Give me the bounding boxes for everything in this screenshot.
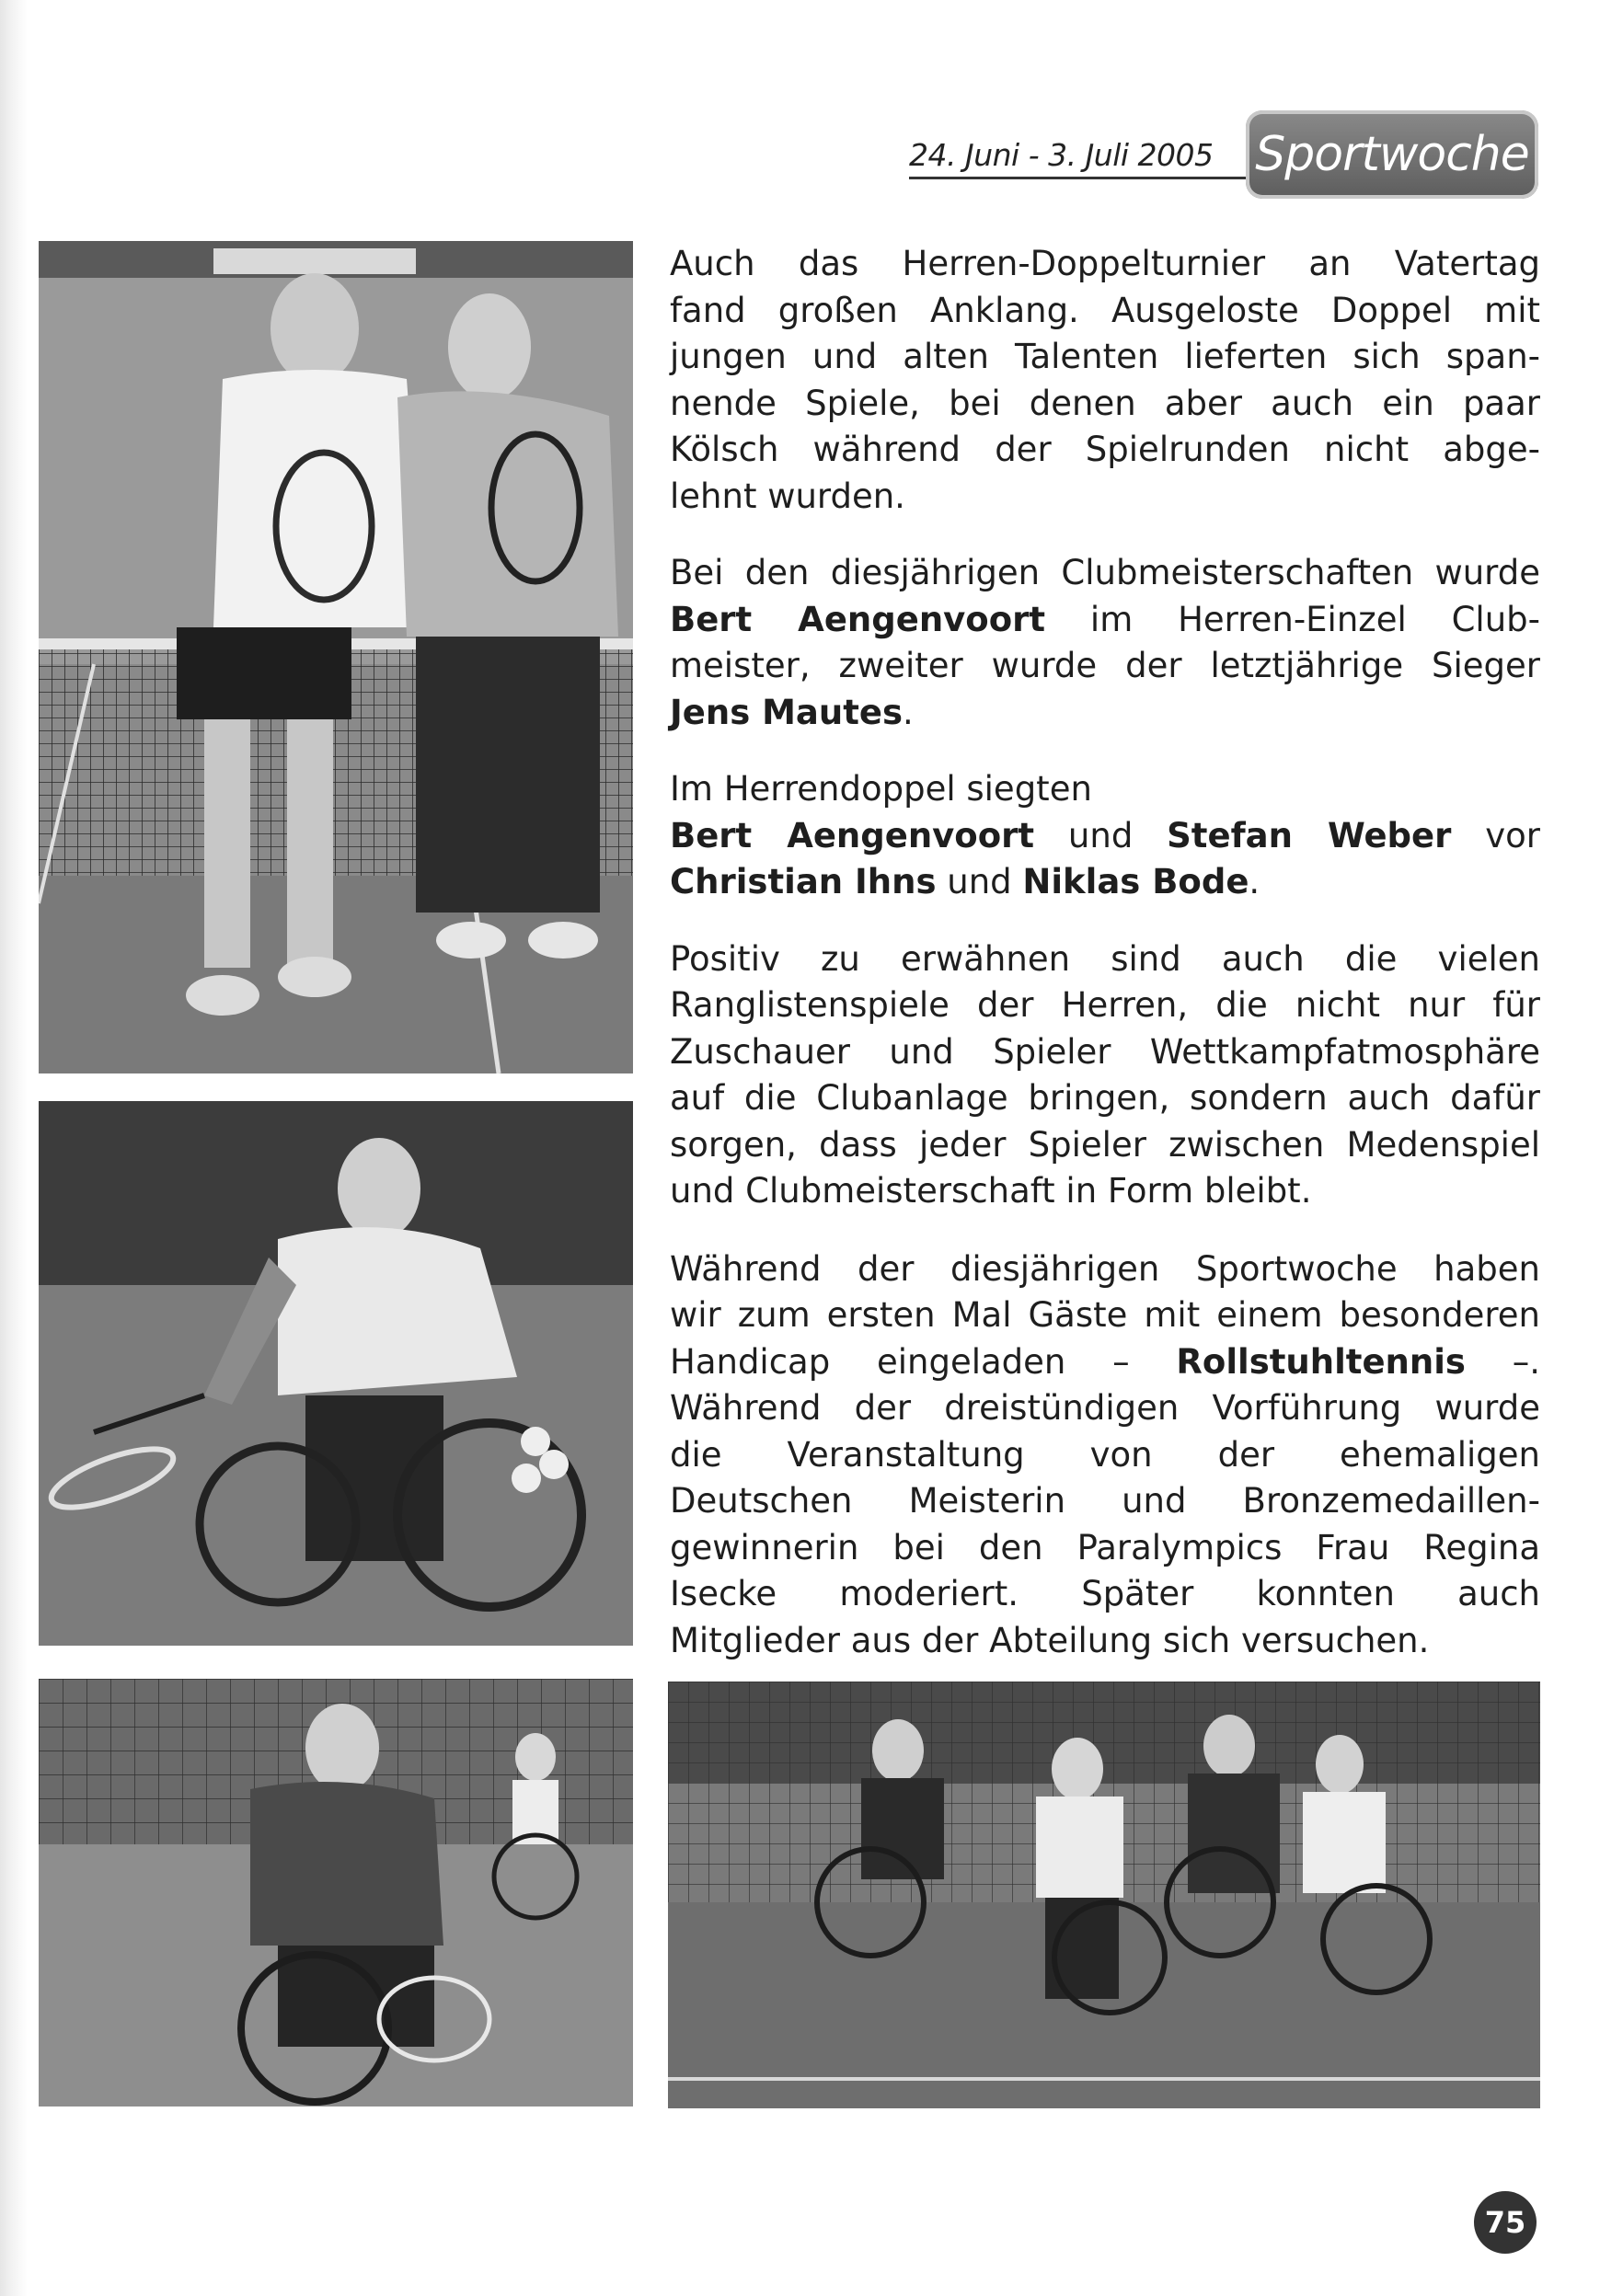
photo-wheelchair-group — [668, 1682, 1540, 2108]
paragraph-ranglistenspiele — [670, 936, 1540, 1215]
text-line: Ranglistenspiele der Herren, die nicht nur für — [670, 985, 1540, 1025]
photo-wheelchair-player-man — [39, 1679, 633, 2107]
page-edge-shadow — [0, 0, 28, 2296]
text-line: sorgen, dass jeder Spieler zwischen Medenspiel — [670, 1124, 1540, 1165]
text-line: Positiv zu erwähnen sind auch die vielen — [670, 938, 1540, 979]
text-line: gewinnerin bei den Paralympics Frau Regina — [670, 1527, 1540, 1567]
name-stefan-weber: Stefan Weber — [1167, 815, 1452, 855]
text-line: Im Herrendoppel siegten — [670, 769, 1092, 809]
page-number: 75 — [1474, 2191, 1537, 2254]
text-line: Kölsch während der Spielrunden nicht abge- — [670, 430, 1540, 469]
text-line: Bert Aengenvoort und Stefan Weber vor — [670, 815, 1540, 855]
text-line: und Clubmeisterschaft in Form bleibt. — [670, 1171, 1312, 1211]
header-date: 24. Juni - 3. Juli 2005 — [909, 134, 1251, 179]
section-badge: Sportwoche — [1246, 110, 1538, 199]
text-line: fand großen Anklang. Ausgeloste Doppel mit — [670, 290, 1540, 330]
text-line: Deutschen Meisterin und Bronzemedaillen- — [670, 1481, 1540, 1521]
text-line: nende Spiele, bei denen aber auch ein paar — [670, 383, 1540, 423]
text-line: wir zum ersten Mal Gäste mit einem besonderen — [670, 1295, 1540, 1335]
text-line: Christian Ihns und Niklas Bode. — [670, 862, 1260, 901]
paragraph-clubmeisterschaften — [670, 550, 1540, 736]
text-line: Isecke moderiert. Später konnten auch — [670, 1574, 1540, 1613]
photo-two-players-at-net — [39, 241, 633, 1073]
name-jens-mautes: Jens Mautes — [670, 692, 904, 732]
photo-wheelchair-player-woman — [39, 1101, 633, 1646]
name-bert-aengenvoort: Bert Aengenvoort — [670, 815, 1035, 855]
text-line: Während der dreistündigen Vorführung wurde — [670, 1388, 1540, 1428]
text-line: lehnt wurden. — [670, 476, 905, 516]
text-line: Bei den diesjährigen Clubmeisterschaften wurde — [670, 553, 1540, 592]
text-line: auf die Clubanlage bringen, sondern auch dafür — [670, 1078, 1540, 1118]
text-line: Während der diesjährigen Sportwoche haben — [670, 1248, 1540, 1289]
text-line: jungen und alten Talenten lieferten sich span- — [670, 337, 1540, 376]
text-line: Zuschauer und Spieler Wettkampfatmosphäre — [670, 1031, 1540, 1072]
text-line: die Veranstaltung von der ehemaligen — [670, 1434, 1540, 1475]
text-line: Handicap eingeladen – Rollstuhltennis –. — [670, 1341, 1540, 1382]
name-christian-ihns: Christian Ihns — [670, 862, 937, 901]
text-line: Mitglieder aus der Abteilung sich versuchen. — [670, 1620, 1430, 1660]
paragraph-rollstuhltennis — [670, 1246, 1540, 1665]
paragraph-doppelturnier — [670, 241, 1540, 520]
text-line: Bert Aengenvoort im Herren-Einzel Club- — [670, 599, 1540, 639]
paragraph-herrendoppel — [670, 766, 1540, 906]
text-line: Jens Mautes. — [670, 692, 914, 732]
article-text — [670, 241, 1540, 1664]
text-line: meister, zweiter wurde der letztjährige Sieger — [670, 646, 1540, 685]
name-bert-aengenvoort: Bert Aengenvoort — [670, 599, 1046, 639]
name-niklas-bode: Niklas Bode — [1022, 862, 1249, 901]
text-line: Auch das Herren-Doppelturnier an Vatertag — [670, 244, 1540, 283]
term-rollstuhltennis: Rollstuhltennis — [1176, 1341, 1466, 1382]
